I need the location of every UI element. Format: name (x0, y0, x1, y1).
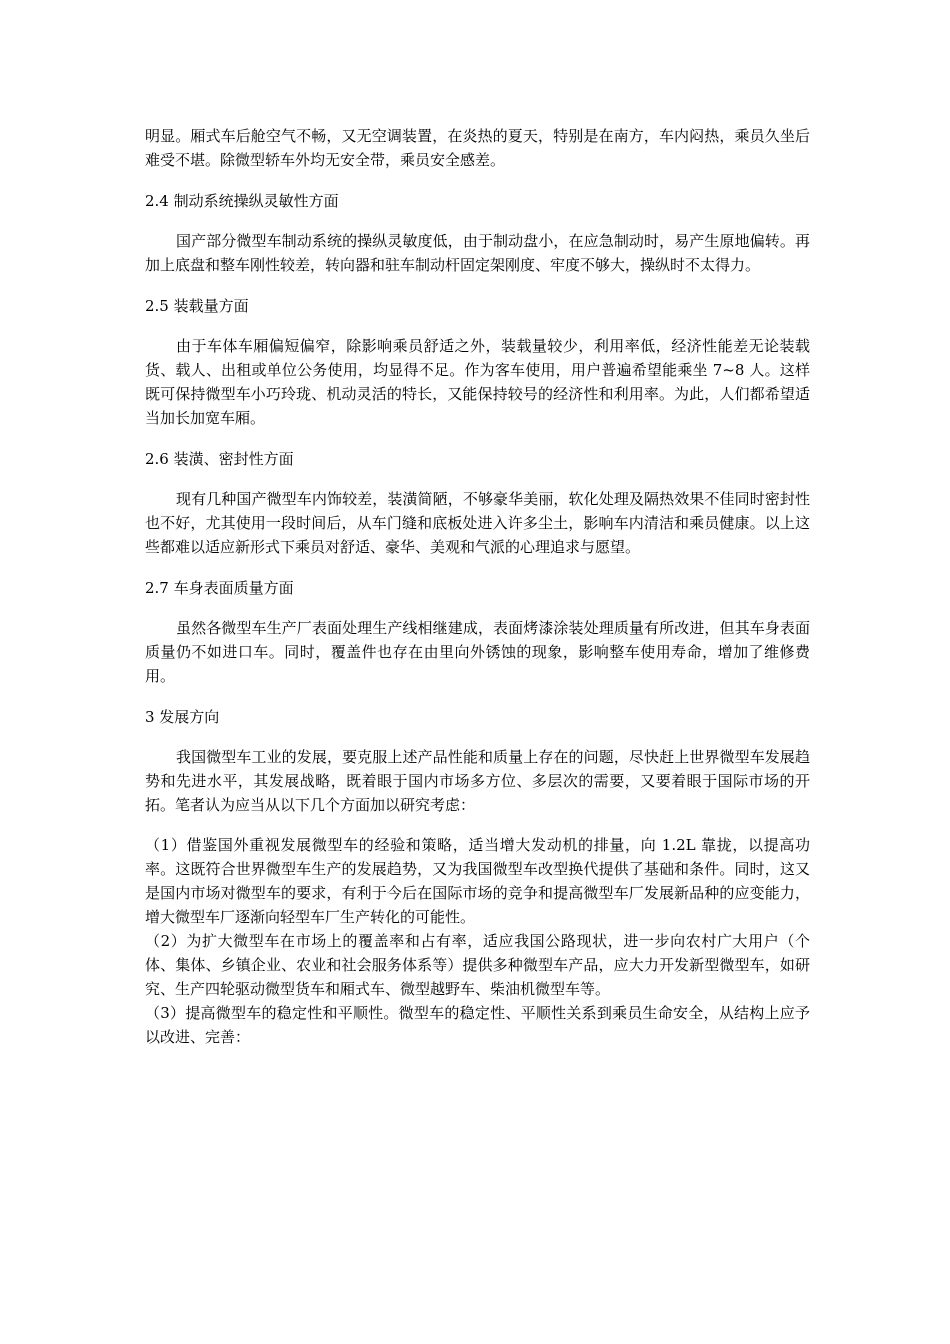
paragraph-2-5: 由于车体车厢偏短偏窄，除影响乘员舒适之外，装载量较少，利用率低，经济性能差无论装载货、载人、出租或单位公务使用，均显得不足。作为客车使用，用户普遍希望能乘坐 7~8 人。这样既可保持微型车小巧玲珑、机动灵活的特长，又能保持较号的经济性和利用率。为此，人们都希望适当加长加宽车厢。 (145, 337, 810, 427)
paragraph-2-7: 虽然各微型车生产厂表面处理生产线相继建成，表面烤漆涂装处理质量有所改进，但其车身表面质量仍不如进口车。同时，覆盖件也存在由里向外锈蚀的现象，影响整车使用寿命，增加了维修费用。 (145, 619, 810, 685)
paragraph-3: 我国微型车工业的发展，要克服上述产品性能和质量上存在的问题，尽快赶上世界微型车发展趋势和先进水平，其发展战略，既着眼于国内市场多方位、多层次的需要，又要着眼于国际市场的开拓。笔者认为应当从以下几个方面加以研究考虑： (145, 748, 810, 814)
list-item-1: （1）借鉴国外重视发展微型车的经验和策略，适当增大发动机的排量，向 1.2L 靠拢，以提高功率。这既符合世界微型车生产的发展趋势，又为我国微型车改型换代提供了基础和条件。同时，这又是国内市场对微型车的要求，有利于今后在国际市场的竞争和提高微型车厂发展新品种的应变能力，增大微型车厂逐渐向轻型车厂生产转化的可能性。 (145, 836, 810, 926)
section-heading-3: 3 发展方向 (145, 708, 220, 726)
section-heading-2-5: 2.5 装载量方面 (145, 297, 249, 315)
list-item-3: （3）提高微型车的稳定性和平顺性。微型车的稳定性、平顺性关系到乘员生命安全，从结构上应予以改进、完善： (145, 1004, 810, 1046)
section-heading-2-6: 2.6 装潢、密封性方面 (145, 450, 294, 468)
paragraph-continued: 明显。厢式车后舱空气不畅，又无空调装置，在炎热的夏天，特别是在南方，车内闷热，乘员久坐后难受不堪。除微型轿车外均无安全带，乘员安全感差。 (145, 127, 810, 169)
paragraph-2-6: 现有几种国产微型车内饰较差，装潢简陋，不够豪华美丽，软化处理及隔热效果不佳同时密封性也不好，尤其使用一段时间后，从车门缝和底板处进入许多尘土，影响车内清洁和乘员健康。以上这些都难以适应新形式下乘员对舒适、豪华、美观和气派的心理追求与愿望。 (145, 490, 810, 556)
paragraph-2-4: 国产部分微型车制动系统的操纵灵敏度低，由于制动盘小，在应急制动时，易产生原地偏转。再加上底盘和整车刚性较差，转向器和驻车制动杆固定架刚度、牢度不够大，操纵时不太得力。 (145, 232, 810, 274)
list-item-2: （2）为扩大微型车在市场上的覆盖率和占有率，适应我国公路现状，进一步向农村广大用户（个体、集体、乡镇企业、农业和社会服务体系等）提供多种微型车产品，应大力开发新型微型车，如研究、生产四轮驱动微型货车和厢式车、微型越野车、柴油机微型车等。 (145, 932, 810, 998)
document-page (145, 120, 810, 1049)
section-heading-2-4: 2.4 制动系统操纵灵敏性方面 (145, 192, 339, 210)
numbered-list (145, 833, 810, 1049)
section-heading-2-7: 2.7 车身表面质量方面 (145, 579, 294, 597)
